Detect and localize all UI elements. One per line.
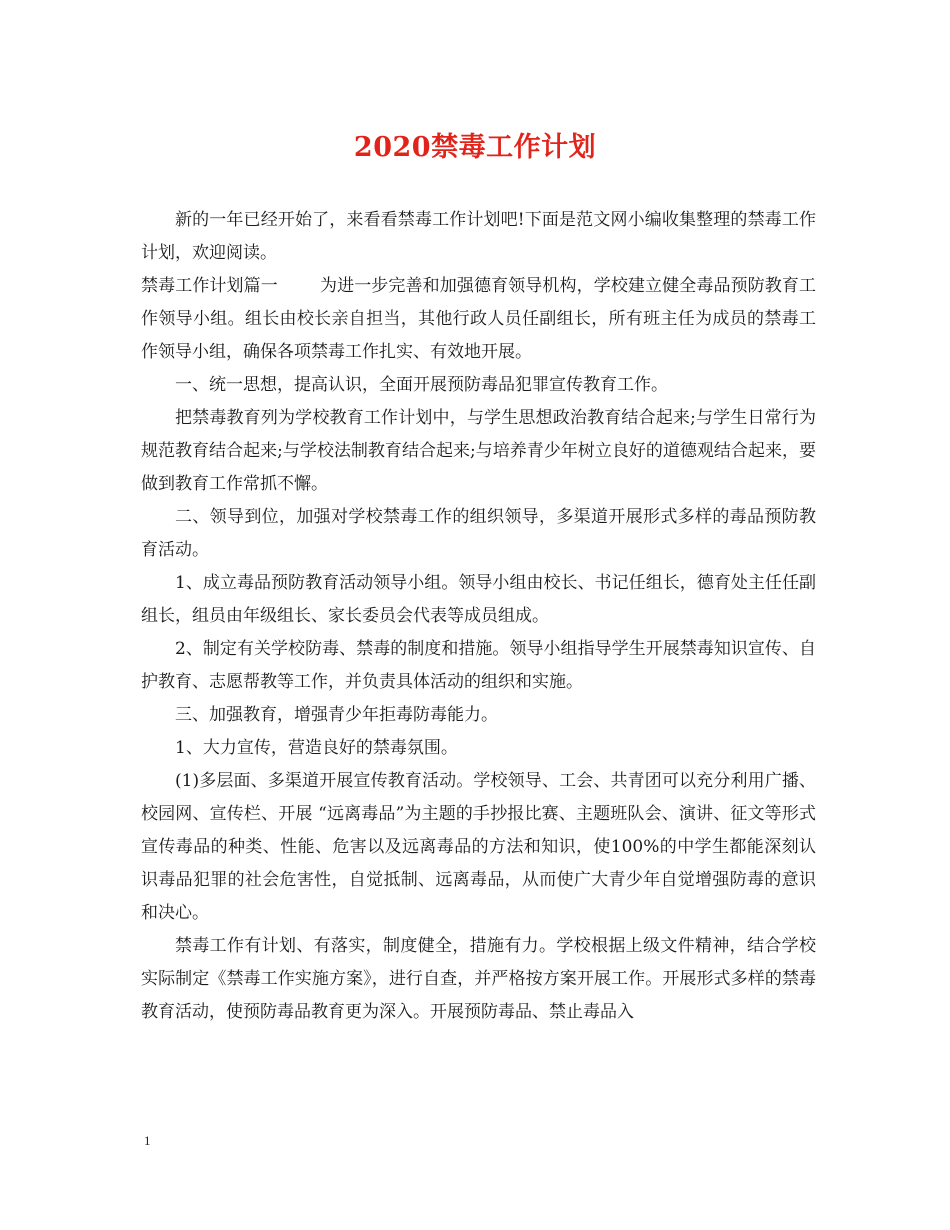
section-intro-text: 为进一步完善和加强德育领导机构，学校建立健全毒品预防教育工作领导小组。组长由校长亲自担当，其他行政人员任副组长，所有班主任为成员的禁毒工作领导小组，确保各项禁毒工作扎实、有效地开展。 (141, 276, 817, 362)
document-body (141, 204, 816, 1029)
point-two-heading: 二、领导到位，加强对学校禁毒工作的组织领导，多渠道开展形式多样的毒品预防教育活动。 (141, 507, 816, 560)
section-paragraph (141, 270, 816, 369)
document-title: 2020禁毒工作计划 (353, 132, 597, 163)
closing-paragraph: 禁毒工作有计划、有落实，制度健全，措施有力。学校根据上级文件精神，结合学校实际制定《禁毒工作实施方案》，进行自查，并严格按方案开展工作。开展形式多样的禁毒教育活动，使预防毒品教育更为深入。开展预防毒品、禁止毒品入 (141, 936, 816, 1022)
point-two-item-one: 1、成立毒品预防教育活动领导小组。领导小组由校长、书记任组长，德育处主任任副组长，组员由年级组长、家长委员会代表等成员组成。 (141, 573, 816, 626)
point-three-item-one: 1、大力宣传，营造良好的禁毒氛围。 (175, 738, 458, 758)
page-number: 1 (144, 1133, 151, 1148)
point-two-item-two: 2、制定有关学校防毒、禁毒的制度和措施。领导小组指导学生开展禁毒知识宣传、自护教育、志愿帮教等工作，并负责具体活动的组织和实施。 (141, 639, 816, 692)
point-three-heading: 三、加强教育，增强青少年拒毒防毒能力。 (175, 705, 498, 725)
intro-paragraph: 新的一年已经开始了，来看看禁毒工作计划吧!下面是范文网小编收集整理的禁毒工作计划，欢迎阅读。 (141, 210, 816, 263)
point-three-subitem-one: (1)多层面、多渠道开展宣传教育活动。学校领导、工会、共青团可以充分利用广播、校园网、宣传栏、开展 “远离毒品”为主题的手抄报比赛、主题班队会、演讲、征文等形式宣传毒品的种类、性能、危害以及远离毒品的方法和知识，使100%的中学生都能深刻认识毒品犯罪的社会危害性，自觉抵制、远离毒品，从而使广大青少年自觉增强防毒的意识和决心。 (141, 771, 816, 923)
point-one-heading: 一、统一思想，提高认识，全面开展预防毒品犯罪宣传教育工作。 (175, 375, 668, 395)
section-heading: 禁毒工作计划篇一 (141, 276, 278, 296)
point-one-body: 把禁毒教育列为学校教育工作计划中，与学生思想政治教育结合起来;与学生日常行为规范教育结合起来;与学校法制教育结合起来;与培养青少年树立良好的道德观结合起来，要做到教育工作常抓不懈。 (141, 408, 816, 494)
